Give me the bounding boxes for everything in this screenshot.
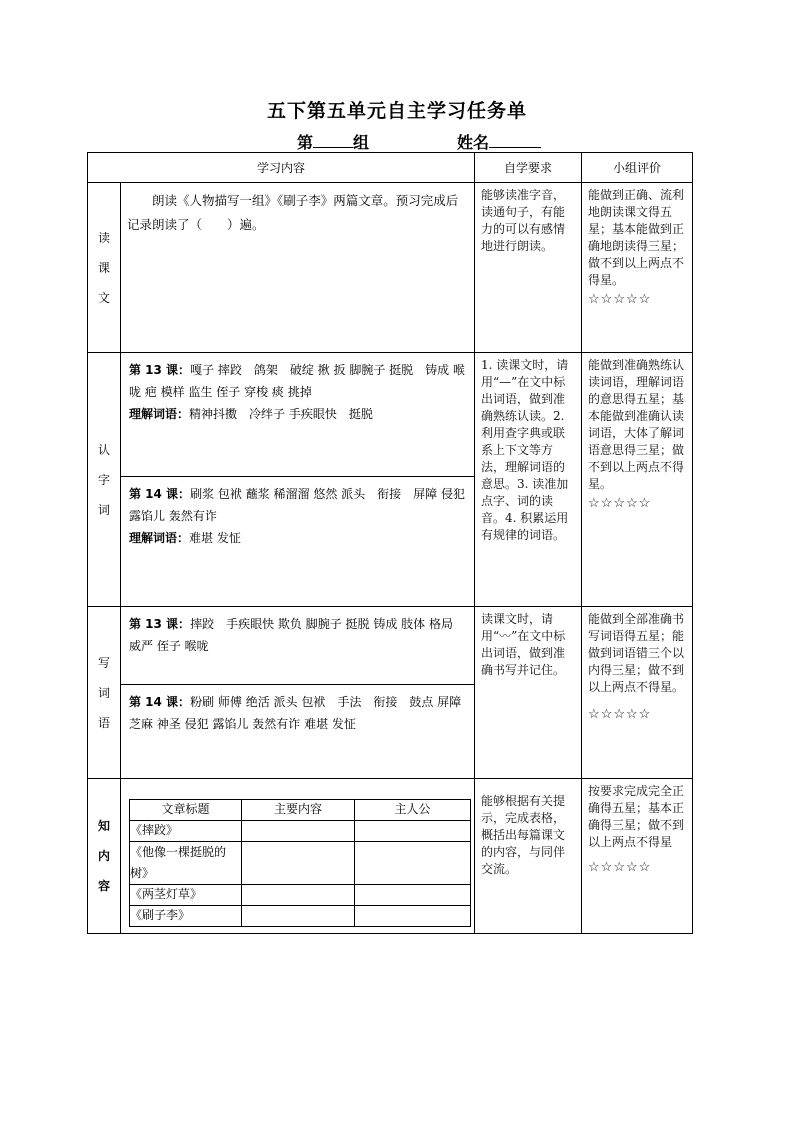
table-row xyxy=(130,821,471,842)
write-13-label: 第 13 课： xyxy=(129,617,191,631)
recognize-14-understand: 难堪 发怔 xyxy=(189,531,241,545)
know-evaluation xyxy=(582,779,693,934)
header-content: 学习内容 xyxy=(88,153,475,183)
recognize-13-label: 第 13 课： xyxy=(129,363,191,377)
group-field xyxy=(297,130,369,153)
row-know xyxy=(88,779,693,934)
write-14-words: 粉刷 师傅 绝活 派头 包袱 手法 衔接 鼓点 屏障 芝麻 神圣 侵犯 露馅儿 轰然有诈 难堪 发怔 xyxy=(129,695,462,731)
row-read xyxy=(88,183,693,353)
name-field xyxy=(457,130,541,153)
know-stars[interactable]: ☆☆☆☆☆ xyxy=(588,860,652,875)
write-stars[interactable]: ☆☆☆☆☆ xyxy=(588,707,652,722)
write-evaluation xyxy=(582,607,693,779)
recognize-stars[interactable]: ☆☆☆☆☆ xyxy=(588,496,652,511)
main-content-cell[interactable] xyxy=(242,885,355,906)
article-title: 《摔跤》 xyxy=(130,821,242,842)
article-title: 《两茎灯草》 xyxy=(130,885,242,906)
row-recognize-13 xyxy=(88,353,693,477)
category-write-label: 写词语 xyxy=(97,655,110,730)
recognize-13-understand: 精神抖擞 冷绊子 手疾眼快 挺脱 xyxy=(189,407,373,421)
know-requirement: 能够根据有关提示，完成表格，概括出每篇课文的内容，与同伴交流。 xyxy=(475,779,582,934)
main-content-header: 主要内容 xyxy=(242,800,355,821)
write-lesson14 xyxy=(121,685,475,779)
recognize-14-words: 刷浆 包袱 蘸浆 稀溜溜 悠然 派头 衔接 屏障 侵犯 露馅儿 轰然有诈 xyxy=(129,487,465,523)
recognize-14-understand-label: 理解词语： xyxy=(129,531,190,545)
header-row xyxy=(88,153,693,183)
read-evaluation xyxy=(582,183,693,353)
recognize-requirement: 1. 读课文时，请用“—”在文中标出词语，做到准确熟练认读。2. 利用查字典或联系上下文等方法，理解词语的意思。3. 读准加点字、词的读音。4. 积累运用有规律的词语。 xyxy=(475,353,582,607)
recognize-13-understand-label: 理解词语： xyxy=(129,407,190,421)
protagonist-cell[interactable] xyxy=(355,906,471,927)
recognize-evaluation-text: 能做到准确熟练认读词语，理解词语的意思得五星；基本能做到准确认读词语，大体了解词语意思得三星；做不到以上两点不得星。 xyxy=(588,358,685,491)
category-write xyxy=(88,607,121,779)
protagonist-cell[interactable] xyxy=(355,842,471,885)
article-summary-table xyxy=(129,799,471,927)
name-blank[interactable] xyxy=(489,133,541,148)
write-13-words: 摔跤 手疾眼快 欺负 脚腕子 挺脱 铸成 肢体 格局 威严 侄子 喉咙 xyxy=(129,617,453,653)
category-know-label: 知内容 xyxy=(97,819,110,893)
recognize-14-label: 第 14 课： xyxy=(129,487,191,501)
recognize-lesson13 xyxy=(121,353,475,477)
read-content xyxy=(121,183,475,353)
write-lesson13 xyxy=(121,607,475,685)
group-blank[interactable] xyxy=(313,133,353,148)
write-evaluation-text: 能做到全部准确书写词语得五星；能做到词语错三个以内得三星；做不到以上两点不得星。 xyxy=(588,612,685,694)
read-evaluation-text: 能做到正确、流利地朗读课文得五星；基本能做到正确地朗读得三星；做不到以上两点不得星。 xyxy=(588,188,685,287)
read-requirement: 能够读准字音，读通句子，有能力的可以有感情地进行朗读。 xyxy=(475,183,582,353)
main-content-cell[interactable] xyxy=(242,906,355,927)
main-content-cell[interactable] xyxy=(242,842,355,885)
recognize-13-words: 嘎子 摔跤 鸽架 破绽 揪 扳 脚腕子 挺脱 铸成 喉咙 疤 模样 监生 侄子 穿梭 痰 挑掉 xyxy=(129,363,465,399)
group-suffix: 组 xyxy=(353,133,370,152)
category-recognize xyxy=(88,353,121,607)
know-evaluation-text: 按要求完成完全正确得五星；基本正确得三星；做不到以上两点不得星 xyxy=(588,784,685,849)
recognize-lesson14 xyxy=(121,477,475,607)
row-write-13 xyxy=(88,607,693,685)
header-requirement: 自学要求 xyxy=(475,153,582,183)
table-row xyxy=(130,906,471,927)
main-content-cell[interactable] xyxy=(242,821,355,842)
group-prefix: 第 xyxy=(297,133,314,152)
know-content xyxy=(121,779,475,934)
read-stars[interactable]: ☆☆☆☆☆ xyxy=(588,292,652,307)
protagonist-header: 主人公 xyxy=(355,800,471,821)
header-evaluation: 小组评价 xyxy=(582,153,693,183)
protagonist-cell[interactable] xyxy=(355,885,471,906)
write-14-label: 第 14 课： xyxy=(129,695,191,709)
table-row xyxy=(130,842,471,885)
category-read xyxy=(88,183,121,353)
article-title: 《他像一棵挺脱的树》 xyxy=(130,842,242,885)
recognize-evaluation xyxy=(582,353,693,607)
category-know xyxy=(88,779,121,934)
task-table xyxy=(87,152,693,934)
name-label: 姓名 xyxy=(457,133,490,152)
article-table-header xyxy=(130,800,471,821)
write-requirement: 读课文时，请用“〰”在文中标出词语，做到准确书写并记住。 xyxy=(475,607,582,779)
article-title: 《刷子李》 xyxy=(130,906,242,927)
read-text: 朗读《人物描写一组》《刷子李》两篇文章。预习完成后记录朗读了（ ）遍。 xyxy=(127,193,459,232)
page-title: 五下第五单元自主学习任务单 xyxy=(266,100,527,122)
article-title-header: 文章标题 xyxy=(130,800,242,821)
protagonist-cell[interactable] xyxy=(355,821,471,842)
category-recognize-label: 认字词 xyxy=(97,442,110,517)
category-read-label: 读课文 xyxy=(97,230,110,305)
table-row xyxy=(130,885,471,906)
